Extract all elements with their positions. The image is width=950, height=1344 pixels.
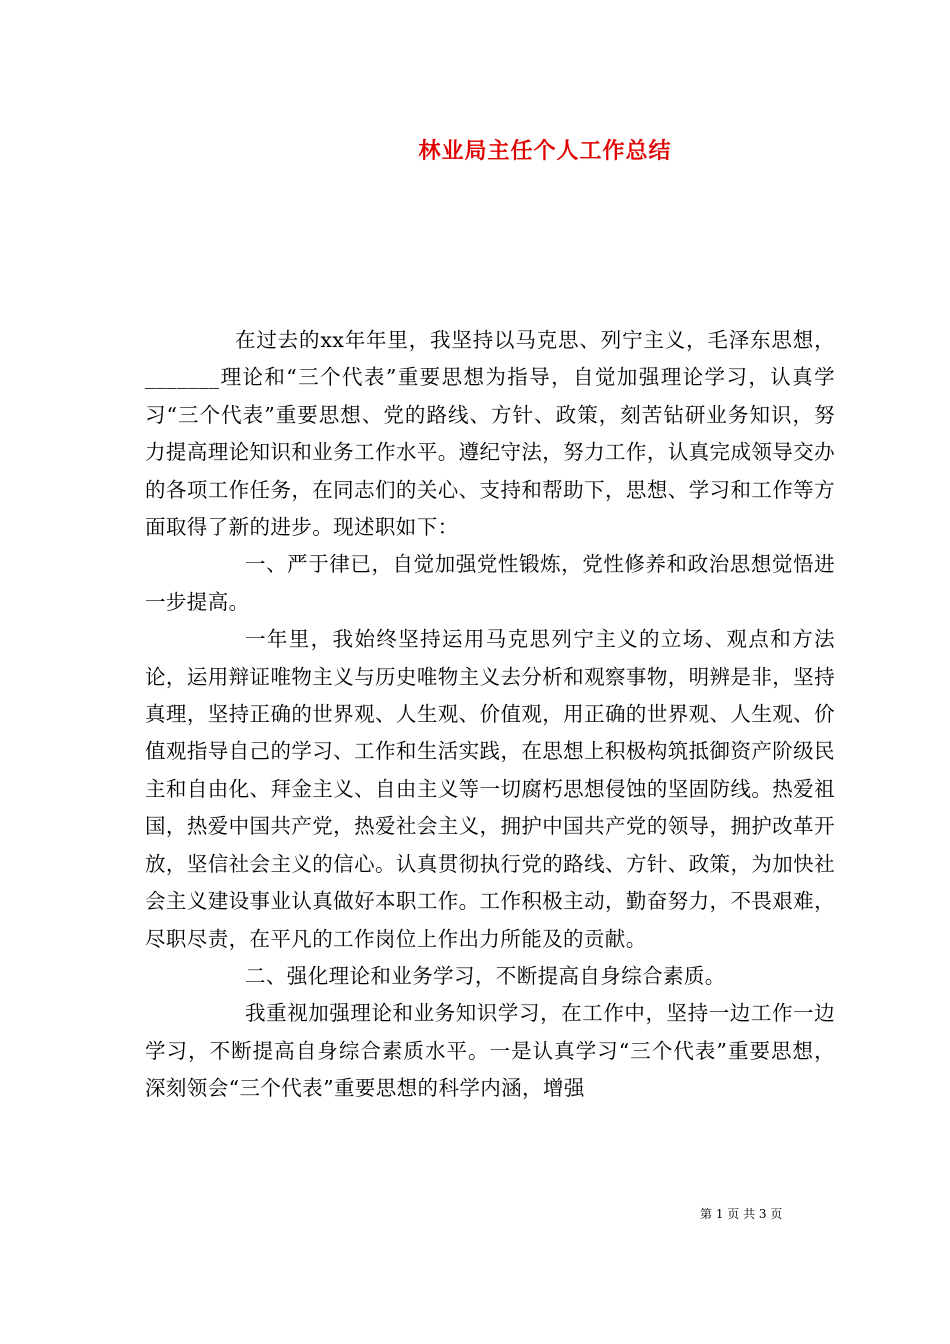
document-body [145, 322, 835, 1108]
page-footer: 第 1 页 共 3 页 [700, 1207, 783, 1221]
paragraph-section-2: 我重视加强理论和业务知识学习，在工作中，坚持一边工作一边学习，不断提高自身综合素质水平。一是认真学习“三个代表”重要思想，深刻领会“三个代表”重要思想的科学内涵，增强 [145, 1001, 835, 1101]
document-title: 林业局主任个人工作总结 [418, 138, 672, 164]
paragraph-intro: 在过去的xx年年里，我坚持以马克思、列宁主义，毛泽东思想，_______理论和“三个代表”重要思想为指导，自觉加强理论学习，认真学习“三个代表”重要思想、党的路线、方针、政策，刻苦钻研业务知识，努力提高理论知识和业务工作水平。遵纪守法，努力工作，认真完成领导交办的各项工作任务，在同志们的关心、支持和帮助下，思想、学习和工作等方面取得了新的进步。现述职如下： [145, 328, 835, 540]
section-heading-2: 二、强化理论和业务学习，不断提高自身综合素质。 [245, 963, 726, 988]
section-heading-1: 一、严于律已，自觉加强党性锻炼，党性修养和政治思想觉悟进一步提高。 [145, 552, 835, 614]
paragraph-section-1: 一年里，我始终坚持运用马克思列宁主义的立场、观点和方法论，运用辩证唯物主义与历史唯物主义去分析和观察事物，明辨是非，坚持真理，坚持正确的世界观、人生观、价值观，用正确的世界观、人生观、价值观指导自己的学习、工作和生活实践，在思想上积极构筑抵御资产阶级民主和自由化、拜金主义、自由主义等一切腐朽思想侵蚀的坚固防线。热爱祖国，热爱中国共产党，热爱社会主义，拥护中国共产党的领导，拥护改革开放，坚信社会主义的信心。认真贯彻执行党的路线、方针、政策，为加快社会主义建设事业认真做好本职工作。工作积极主动，勤奋努力，不畏艰难，尽职尽责，在平凡的工作岗位上作出力所能及的贡献。 [145, 627, 835, 951]
